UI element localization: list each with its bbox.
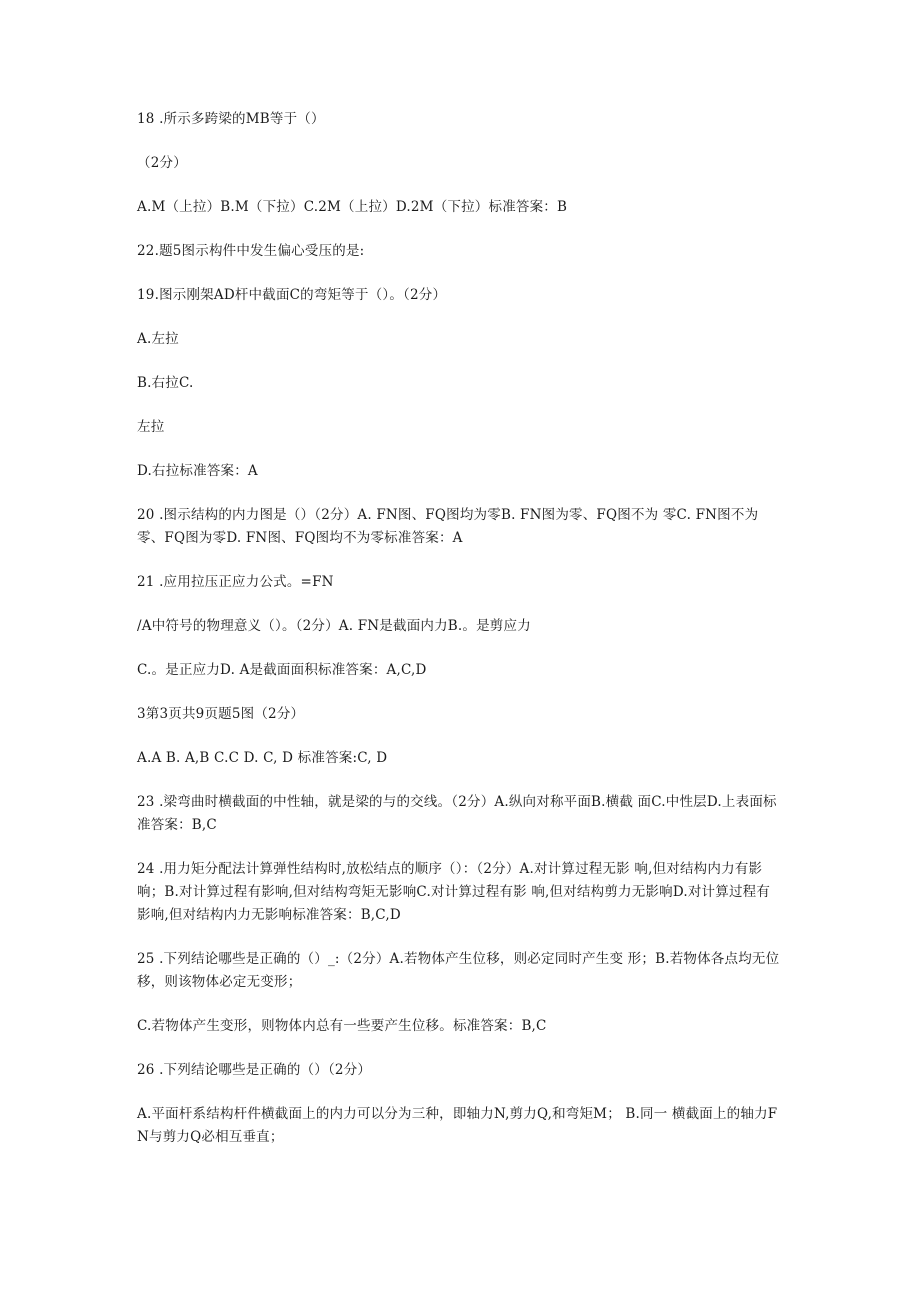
question-22-options: A.A B. A,B C.C D. C, D 标准答案:C, D [137, 750, 388, 766]
question-24: 24 .用力矩分配法计算弹性结构时,放松结点的顺序（）：（2分）A.对计算过程无影 响,但对结构内力有影响；B.对计算过程有影响,但对结构弯矩无影响C.对计算过程有影 响,但对结构剪力无影响D.对计算过程有影响,但对结构内力无影响标准答案：B,C,D [137, 861, 771, 923]
question-22-title: 22.题5图示构件中发生偏心受压的是: [137, 243, 365, 259]
question-18-options: A.M（上拉）B.M（下拉）C.2M（上拉）D.2M（下拉）标准答案：B [137, 199, 568, 215]
question-25-option-c: C.若物体产生变形，则物体内总有一些要产生位移。标准答案：B,C [137, 1018, 547, 1034]
document-body [137, 108, 782, 1170]
question-19-option-b: B.右拉C. [137, 375, 194, 391]
question-19-option-d: D.右拉标准答案：A [137, 463, 258, 479]
question-21-body: /A中符号的物理意义（）。（2分）A. FN是截面内力B.。是剪应力 [137, 618, 531, 634]
question-19-option-c: 左拉 [137, 419, 165, 435]
question-26-title: 26 .下列结论哪些是正确的（）（2分） [137, 1062, 372, 1078]
question-25: 25 .下列结论哪些是正确的（）_:（2分）A.若物体产生位移，则必定同时产生变 形；B.若物体各点均无位移，则该物体必定无变形； [137, 951, 780, 990]
question-21-options: C.。是正应力D. A是截面面积标准答案：A,C,D [137, 662, 427, 678]
page-footer-note: 3第3页共9页题5图（2分） [137, 706, 305, 722]
question-20: 20 .图示结构的内力图是（）（2分）A. FN图、FQ图均为零B. FN图为零、FQ图不为 零C. FN图不为零、FQ图为零D. FN图、FQ图均不为零标准答案：A [137, 507, 759, 546]
question-19-option-a: A.左拉 [137, 331, 179, 347]
question-18-score: （2分） [137, 155, 187, 171]
question-18-title: 18 .所示多跨梁的MB等于（） [137, 111, 325, 127]
question-21-title: 21 .应用拉压正应力公式。=FN [137, 574, 334, 590]
question-23: 23 .梁弯曲时横截面的中性轴，就是梁的与的交线。（2分）A.纵向对称平面B.横截 面C.中性层D.上表面标准答案：B,C [137, 794, 777, 833]
question-26-options: A.平面杆系结构杆件横截面上的内力可以分为三种，即轴力N,剪力Q,和弯矩M； B.同一 横截面上的轴力FN与剪力Q必相互垂直； [137, 1106, 778, 1145]
question-19-title: 19.图示刚架AD杆中截面C的弯矩等于（）。（2分） [137, 287, 447, 303]
